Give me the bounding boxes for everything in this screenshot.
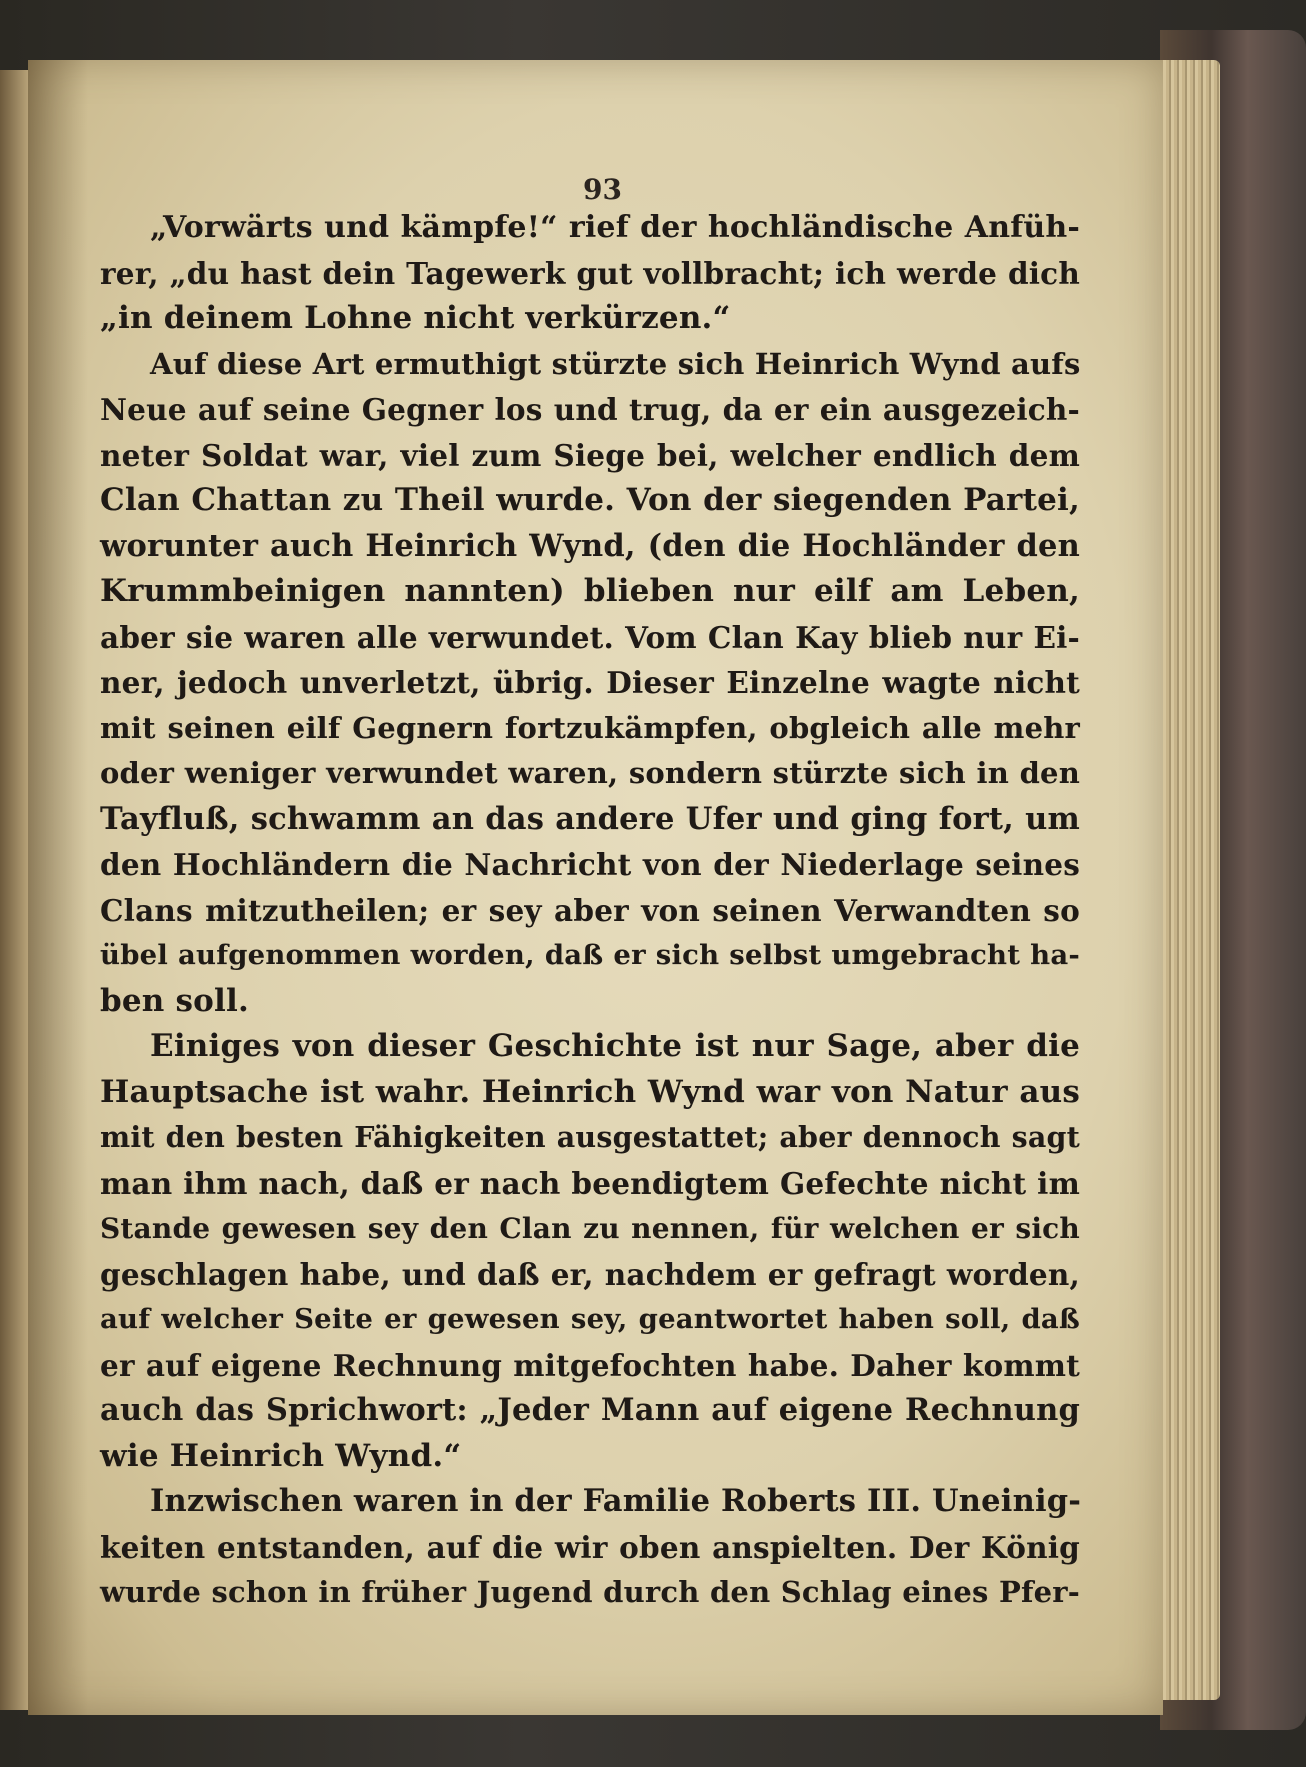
text-line: rer, „du hast dein Tagewerk gut vollbracht; ich werde dich [100,255,1080,291]
text-line: übel aufgenommen worden, daß er sich selbst umgebracht ha- [100,939,1080,971]
text-line: Clan Chattan zu Theil wurde. Von der siegenden Partei, [100,482,1080,518]
text-line: Auf diese Art ermuthigt stürzte sich Heinrich Wynd aufs [150,346,1081,381]
body-text [100,205,1080,1616]
text-line: man ihm nach, daß er nach beendigtem Gefechte nicht im [100,1165,1080,1201]
text-line: Tayfluß, schwamm an das andere Ufer und ging fort, um [100,800,1080,837]
page-number: 93 [583,173,622,206]
text-line: er auf eigene Rechnung mitgefochten habe. Daher kommt [100,1347,1080,1383]
text-line: worunter auch Heinrich Wynd, (den die Hochländer den [100,527,1080,564]
text-line: auf welcher Seite er gewesen sey, geantwortet haben soll, daß [100,1303,1080,1335]
text-line: ner, jedoch unverletzt, übrig. Dieser Einzelne wagte nicht [100,665,1080,700]
text-line: „in deinem Lohne nicht verkürzen.“ [100,300,731,336]
text-line: Hauptsache ist wahr. Heinrich Wynd war von Natur aus [100,1073,1080,1110]
text-line: wurde schon in früher Jugend durch den Schlag eines Pfer- [100,1575,1080,1609]
text-line: wie Heinrich Wynd.“ [100,1437,462,1474]
text-line: Krummbeinigen nannten) blieben nur eilf am Leben, [100,573,1080,609]
text-line: auch das Sprichwort: „Jeder Mann auf eigene Rechnung [100,1392,1080,1428]
text-line: den Hochländern die Nachricht von der Niederlage seines [100,847,1080,882]
text-line: Inzwischen waren in der Familie Roberts III. Uneinig- [150,1483,1082,1519]
text-line: neter Soldat war, viel zum Siege bei, welcher endlich dem [100,437,1080,473]
book-page [28,60,1163,1715]
text-line: aber sie waren alle verwundet. Vom Clan Kay blieb nur Ei- [100,619,1080,655]
text-line: Stande gewesen sey den Clan zu nennen, für welchen er sich [100,1212,1080,1245]
text-line: keiten entstanden, auf die wir oben anspielten. Der König [100,1529,1080,1565]
text-line: ben soll. [100,982,250,1019]
text-line: mit den besten Fähigkeiten ausgestattet; aber dennoch sagt [100,1120,1080,1154]
text-line: mit seinen eilf Gegnern fortzukämpfen, obgleich alle mehr [100,710,1080,745]
text-line: Neue auf seine Gegner los und trug, da er ein ausgezeich- [100,392,1080,427]
text-line: „Vorwärts und kämpfe!“ rief der hochländische Anfüh- [150,210,1080,245]
text-line: Einiges von dieser Geschichte ist nur Sage, aber die [150,1028,1080,1064]
text-line: oder weniger verwundet waren, sondern stürzte sich in den [100,756,1080,790]
page-gutter [28,60,88,1715]
text-line: Clans mitzutheilen; er sey aber von seinen Verwandten so [100,892,1080,928]
text-line: geschlagen habe, und daß er, nachdem er gefragt worden, [100,1256,1080,1292]
